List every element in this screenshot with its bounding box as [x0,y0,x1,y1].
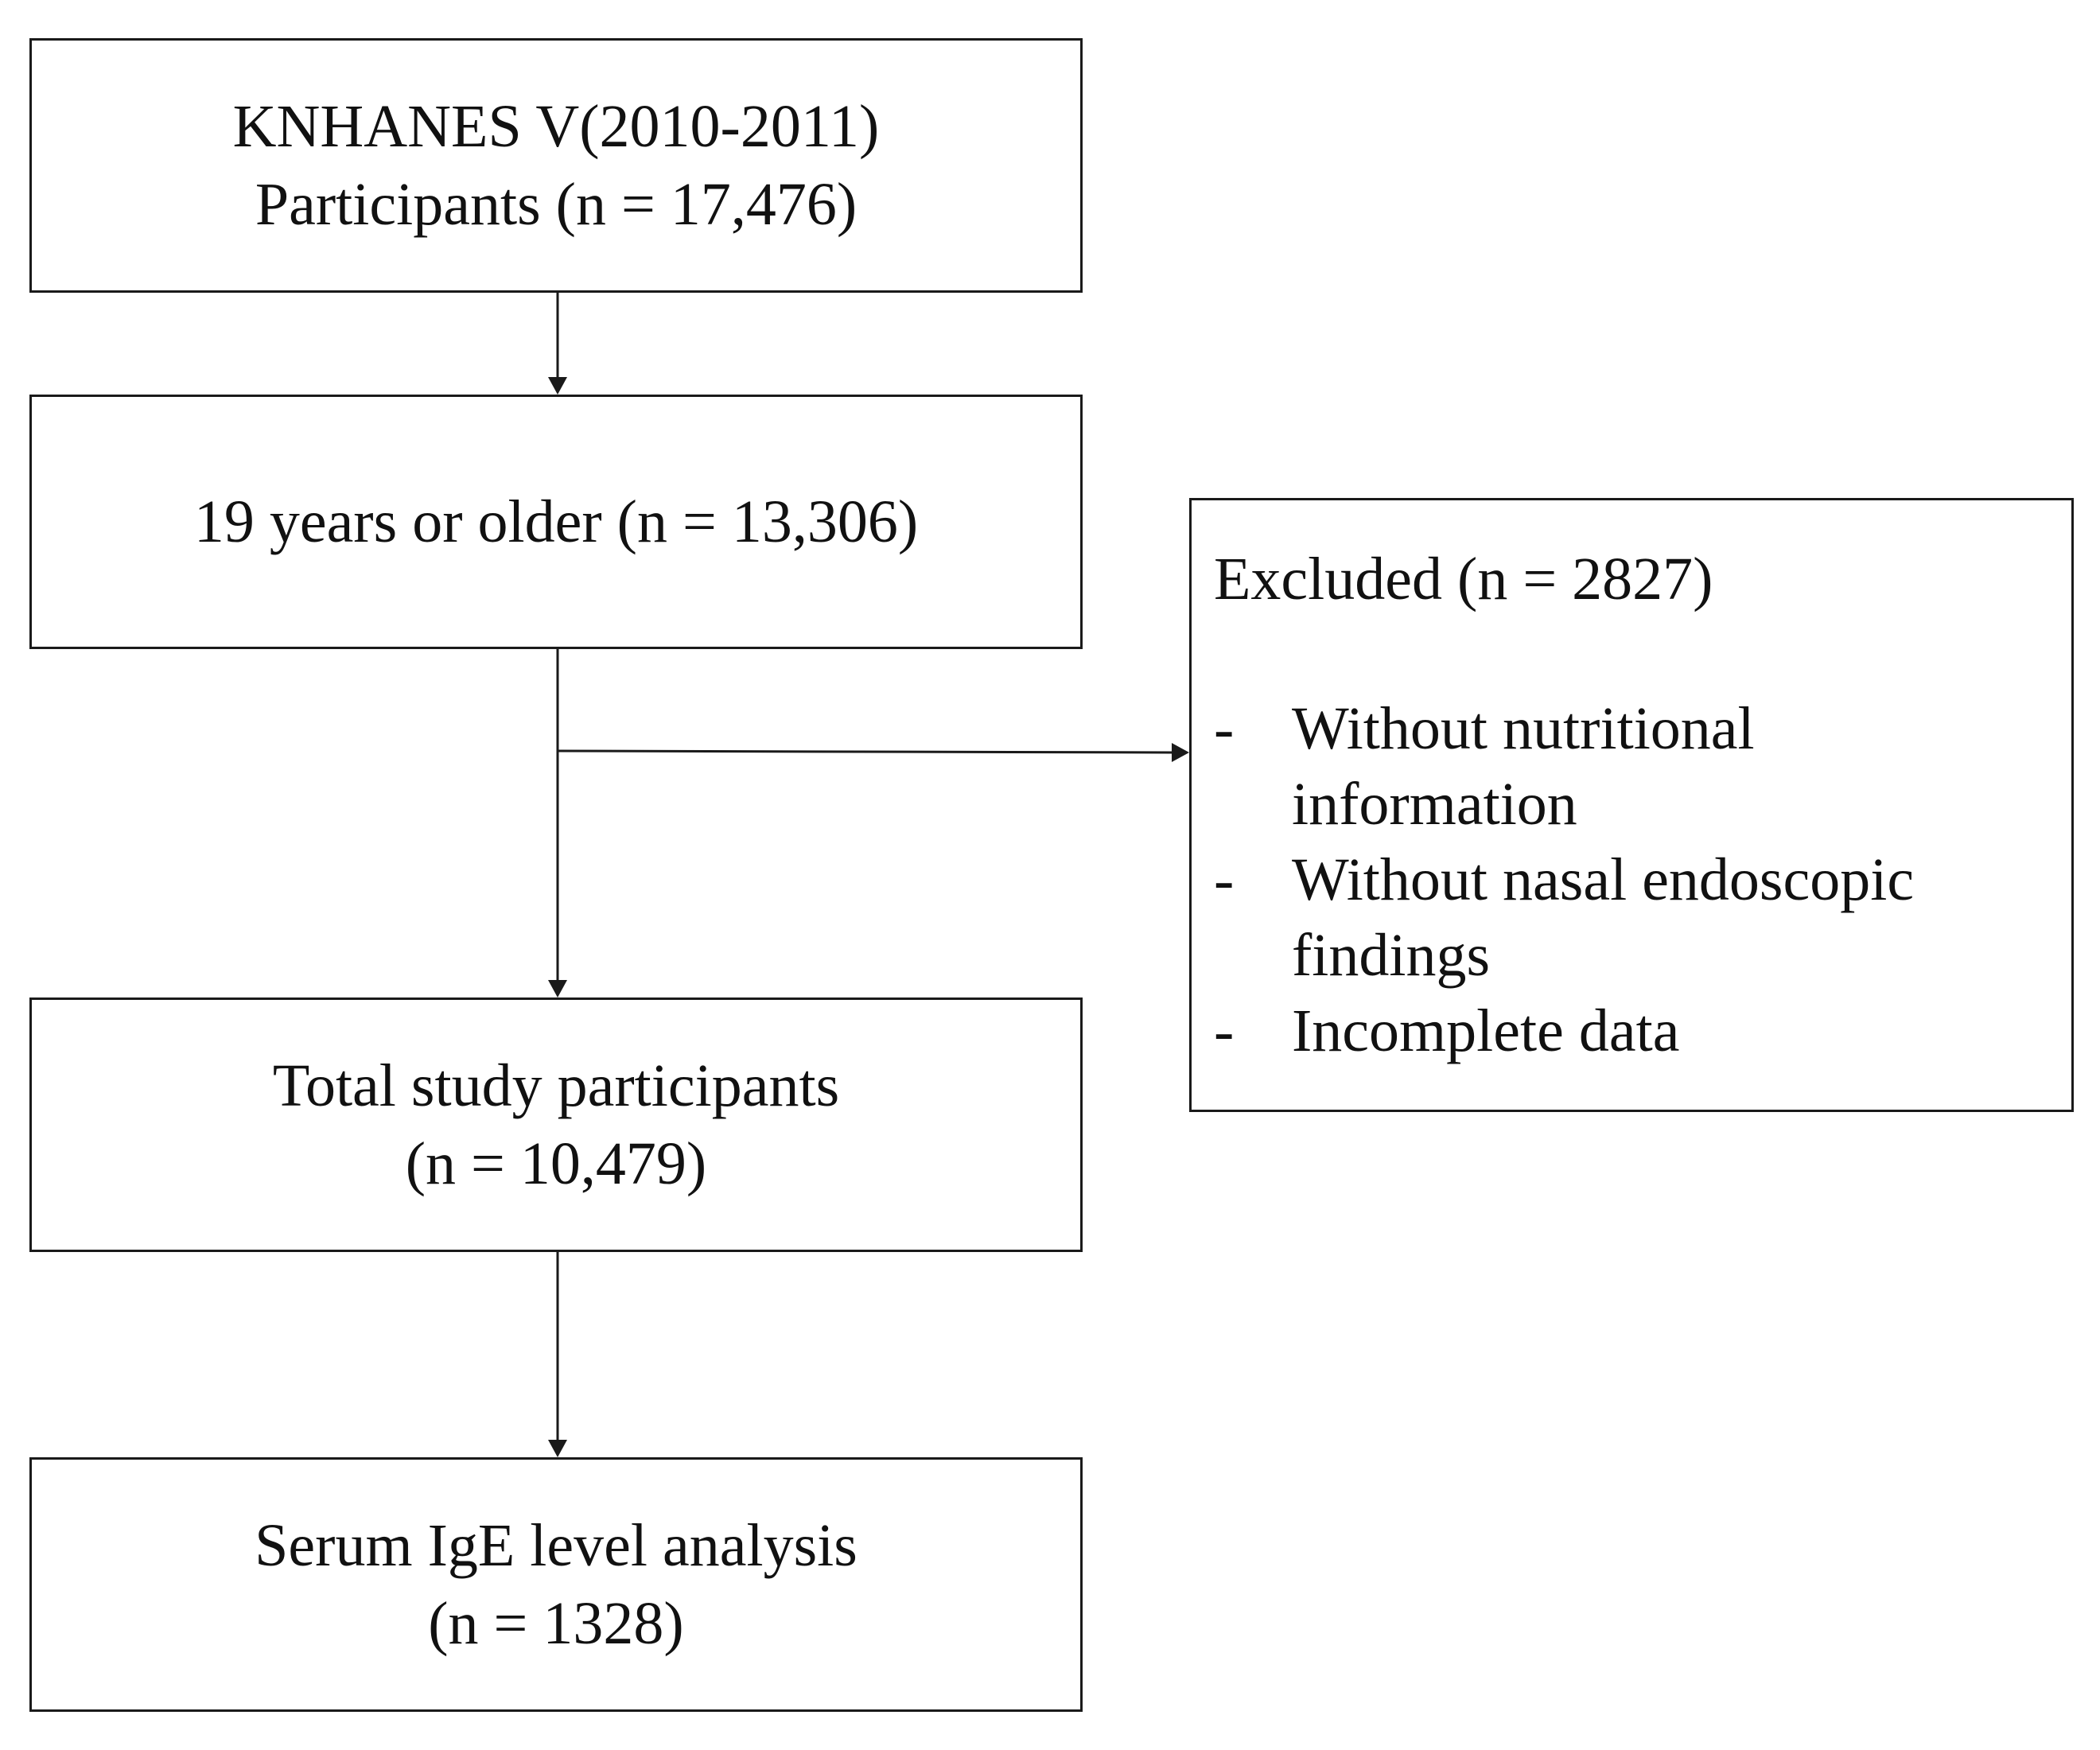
arrow-branch-to-excluded [558,751,1172,752]
arrowhead-age-to-total [548,980,567,998]
list-item-line: information [1292,771,1577,838]
box-line: KNHANES V(2010-2011) [232,93,880,160]
arrowhead-total-to-serum [548,1440,567,1457]
excluded-title: Excluded (n = 2827) [1214,546,1713,612]
box-line: (n = 10,479) [405,1130,707,1197]
age-filter-box [29,395,1083,649]
total-participants-box [29,998,1083,1252]
box-line: 19 years or older (n = 13,306) [193,488,919,555]
list-item [1214,994,1914,1069]
list-item-line: Without nutritional [1292,695,1755,762]
box-line: (n = 1328) [428,1590,684,1657]
excluded-list [1214,691,1914,1069]
box-line: Participants (n = 17,476) [255,171,858,238]
knhanes-participants-box [29,38,1083,293]
list-item-line: findings [1292,922,1491,989]
arrowhead-branch-to-excluded [1172,743,1189,762]
list-item-line: Without nasal endoscopic [1292,846,1915,913]
box-line: Serum IgE level analysis [255,1512,858,1579]
list-item [1214,691,1914,842]
list-item [1214,842,1914,994]
box-line: Total study participants [272,1052,840,1119]
excluded-box [1189,498,2074,1112]
arrowhead-knhanes-to-age [548,377,567,395]
list-item-text [1292,842,1914,994]
list-item-text [1292,691,1914,842]
list-dash: - [1214,998,1235,1064]
list-dash: - [1214,695,1235,762]
serum-ige-analysis-box [29,1457,1083,1712]
list-item-text [1292,994,1914,1069]
list-dash: - [1214,846,1235,913]
list-item-line: Incomplete data [1292,998,1680,1064]
